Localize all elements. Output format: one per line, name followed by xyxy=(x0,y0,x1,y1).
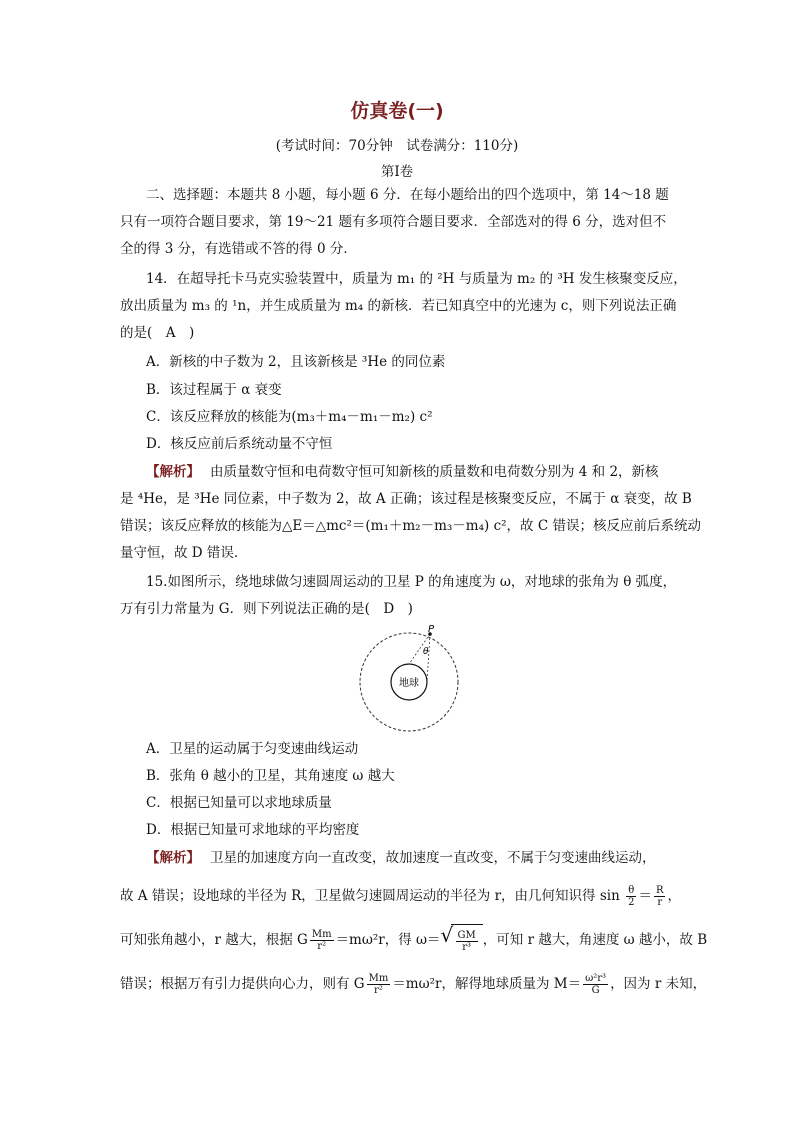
fraction-num: Mm xyxy=(311,929,332,940)
q15-stem: 万有引力常量为 G．则下列说法正确的是( D ) xyxy=(120,601,413,617)
analysis-text: ，可知 r 越大，角速度 ω 越小，故 B xyxy=(482,932,708,948)
fraction xyxy=(626,885,636,908)
q15-stem: 15.如图所示，绕地球做匀速圆周运动的卫星 P 的角速度为 ω，对地球的张角为 θ 弧度， xyxy=(146,574,677,590)
fraction-den: 2 xyxy=(628,897,635,908)
fraction xyxy=(310,929,334,952)
q15-option-c: C．根据已知量可以求地球质量 xyxy=(146,795,332,811)
fraction-den: r³ xyxy=(462,942,472,953)
q14-option-c: C．该反应释放的核能为(m₃＋m₄－m₁－m₂) c² xyxy=(146,409,433,425)
q14-analysis: 量守恒，故 D 错误． xyxy=(120,545,248,561)
fraction-den: r² xyxy=(374,985,383,996)
equals: ＝ xyxy=(638,888,652,904)
fraction-den: r xyxy=(657,897,663,908)
square-root xyxy=(451,924,483,957)
analysis-text: ， xyxy=(667,888,681,904)
q14-analysis: 错误；该反应释放的核能为△E＝△mc²＝(m₁＋m₂－m₃－m₄) c²，故 C 错误；核反应前后系统动 xyxy=(120,518,701,534)
q15-analysis xyxy=(120,924,708,958)
fraction xyxy=(367,973,391,996)
fraction-den: r² xyxy=(317,941,327,952)
satellite-label: P xyxy=(428,624,435,635)
fraction xyxy=(583,973,608,996)
analysis-label: 【解析】 xyxy=(146,850,200,866)
fraction-den: G xyxy=(591,985,600,996)
exam-info: (考试时间：70分钟 试卷满分：110分) xyxy=(275,138,519,154)
q14-stem: 14．在超导托卡马克实验装置中，质量为 m₁ 的 ²H 与质量为 m₂ 的 ³H 发生核聚变反应， xyxy=(146,271,687,287)
analysis-text: 故 A 错误；设地球的半径为 R，卫星做匀速圆周运动的半径为 r，由几何知识得 sin xyxy=(120,888,620,904)
q15-analysis xyxy=(120,968,707,1002)
analysis-text: ＝mω²r，得 ω＝ xyxy=(335,932,441,948)
q15-option-d: D．根据已知量可求地球的平均密度 xyxy=(146,822,360,838)
orbit-diagram xyxy=(330,624,470,734)
q15-option-a: A．卫星的运动属于匀变速曲线运动 xyxy=(146,741,359,757)
analysis-text: 可知张角越小，r 越大，根据 G xyxy=(120,932,308,948)
tangent-line xyxy=(427,634,430,682)
fraction-num: R xyxy=(655,885,664,896)
fraction xyxy=(456,930,478,953)
q14-option-b: B．该过程属于 α 衰变 xyxy=(146,382,282,398)
q14-stem: 放出质量为 m₃ 的 ¹n，并生成质量为 m₄ 的新核．若已知真空中的光速为 c，则下列说法正确 xyxy=(120,298,677,314)
analysis-text: 卫星的加速度方向一直改变，故加速度一直改变，不属于匀变速曲线运动， xyxy=(210,850,656,866)
analysis-text: ＝mω²r，解得地球质量为 M＝ xyxy=(392,976,582,992)
page-title: 仿真卷(一) xyxy=(350,100,444,122)
section-heading: 第Ⅰ卷 xyxy=(380,164,414,180)
earth-label: 地球 xyxy=(399,678,419,689)
q15-analysis xyxy=(146,849,675,867)
analysis-text: 错误；根据万有引力提供向心力，则有 G xyxy=(120,976,365,992)
q14-analysis: 是 ⁴He，是 ³He 同位素，中子数为 2，故 A 正确；该过程是核聚变反应，不属于 α 衰变，故 B xyxy=(120,491,692,507)
fraction xyxy=(654,885,666,908)
q15-option-b: B．张角 θ 越小的卫星，其角速度 ω 越大 xyxy=(146,768,395,784)
instruction-line: 二、选择题：本题共 8 小题，每小题 6 分．在每小题给出的四个选项中，第 14～18 题 xyxy=(146,187,669,203)
q14-stem: 的是( A ) xyxy=(120,325,195,341)
instruction-line: 只有一项符合题目要求，第 19～21 题有多项符合题目要求．全部选对的得 6 分，选对但不 xyxy=(120,214,667,230)
q14-analysis xyxy=(146,463,675,481)
analysis-text: 由质量数守恒和电荷数守恒可知新核的质量数和电荷数分别为 4 和 2，新核 xyxy=(210,464,659,480)
instruction-line: 全的得 3 分，有选错或不答的得 0 分． xyxy=(120,241,357,257)
analysis-label: 【解析】 xyxy=(146,464,200,480)
q15-analysis xyxy=(120,882,681,912)
q14-option-a: A．新核的中子数为 2，且该新核是 ³He 的同位素 xyxy=(146,354,446,370)
fraction-num: θ xyxy=(626,885,636,897)
analysis-text: ，因为 r 未知， xyxy=(610,976,707,992)
fraction-num: √ GM xyxy=(457,930,476,941)
fraction-num: ω²r³ xyxy=(585,973,607,984)
q14-option-d: D．核反应前后系统动量不守恒 xyxy=(146,436,333,452)
angle-label: θ xyxy=(423,647,429,657)
fraction-num: Mm xyxy=(368,973,389,984)
